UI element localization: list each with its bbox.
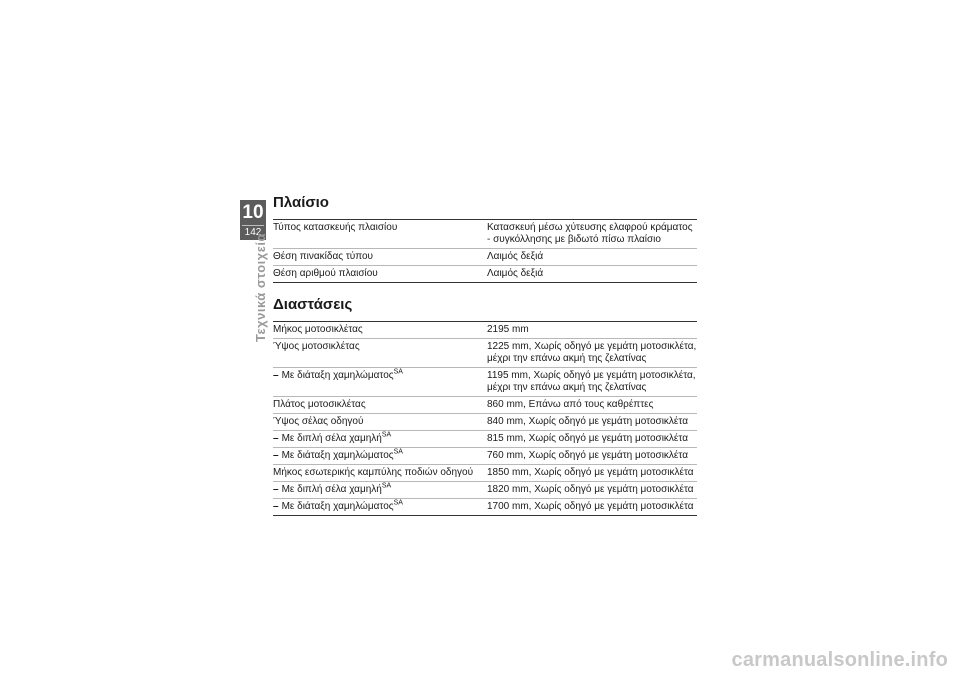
table-row (273, 414, 697, 431)
spec-label-cell (273, 220, 487, 249)
spec-label-cell (273, 431, 487, 448)
spec-label: Ύψος σέλας οδηγού (273, 416, 364, 427)
chapter-number: 10 (242, 202, 264, 223)
spec-label: Με διάταξη χαμηλώματος (281, 450, 394, 461)
spec-value: Κατασκευή μέσω χύτευσης ελαφρού κράματος - συγκόλλησης με βιδωτό πίσω πλαίσιο (487, 222, 693, 245)
sub-item-dash: – (273, 501, 279, 512)
table-row (273, 368, 697, 397)
table-row (273, 322, 697, 339)
table-row (273, 431, 697, 448)
dimensions-spec-table (273, 321, 697, 516)
special-equipment-marker: SA (381, 431, 392, 439)
table-row (273, 339, 697, 368)
table-row (273, 266, 697, 283)
table-row (273, 482, 697, 499)
watermark: carmanualsonline.info (731, 649, 948, 671)
spec-value: 1850 mm, Χωρίς οδηγό με γεμάτη μοτοσικλέτα (487, 467, 694, 478)
spec-value: 760 mm, Χωρίς οδηγό με γεμάτη μοτοσικλέτα (487, 450, 688, 461)
spec-value: 1700 mm, Χωρίς οδηγό με γεμάτη μοτοσικλέτα (487, 501, 694, 512)
spec-label: Με διάταξη χαμηλώματος (281, 501, 394, 512)
spec-label-cell (273, 368, 487, 397)
sub-item-dash: – (273, 484, 279, 495)
spec-value: 860 mm, Επάνω από τους καθρέπτες (487, 399, 654, 410)
special-equipment-marker: SA (381, 482, 392, 490)
spec-label: Με διάταξη χαμηλώματος (281, 370, 394, 381)
sub-item-dash: – (273, 450, 279, 461)
special-equipment-marker: SA (393, 448, 403, 456)
spec-value: Λαιμός δεξιά (487, 251, 544, 262)
spec-label: Τύπος κατασκευής πλαισίου (273, 222, 398, 233)
spec-value: 1820 mm, Χωρίς οδηγό με γεμάτη μοτοσικλέτα (487, 484, 694, 495)
spec-value: 840 mm, Χωρίς οδηγό με γεμάτη μοτοσικλέτα (487, 416, 688, 427)
sub-item-dash: – (273, 370, 279, 381)
spec-label-cell (273, 249, 487, 266)
spec-value: 815 mm, Χωρίς οδηγό με γεμάτη μοτοσικλέτα (487, 433, 688, 444)
section-title-dimensions: Διαστάσεις (273, 296, 353, 313)
table-row (273, 220, 697, 249)
table-row (273, 397, 697, 414)
spec-label: Μήκος εσωτερικής καμπύλης ποδιών οδηγού (273, 467, 474, 478)
spec-label-cell (273, 397, 487, 414)
table-row (273, 465, 697, 482)
sub-item-dash: – (273, 433, 279, 444)
spec-label-cell (273, 448, 487, 465)
spec-value: 1225 mm, Χωρίς οδηγό με γεμάτη μοτοσικλέτα, μέχρι την επάνω ακμή της ζελατίνας (487, 341, 697, 364)
spec-label-cell (273, 339, 487, 368)
spec-label-cell (273, 482, 487, 499)
spec-label-cell (273, 465, 487, 482)
spec-label: Ύψος μοτοσικλέτας (273, 341, 360, 352)
page-number: 142 (242, 225, 264, 239)
spec-label: Με διπλή σέλα χαμηλή (281, 433, 382, 444)
spec-label-cell (273, 414, 487, 431)
page-content (273, 193, 697, 516)
spec-value: 2195 mm (487, 324, 529, 335)
spec-label-cell (273, 266, 487, 283)
special-equipment-marker: SA (393, 499, 403, 507)
spec-label: Πλάτος μοτοσικλέτας (273, 399, 366, 410)
chapter-side-title: Τεχνικά στοιχεία (253, 232, 268, 342)
table-row (273, 499, 697, 516)
spec-label: Μήκος μοτοσικλέτας (273, 324, 363, 335)
table-row (273, 249, 697, 266)
spec-label-cell (273, 322, 487, 339)
frame-spec-table (273, 219, 697, 283)
section-title-frame: Πλαίσιο (273, 194, 329, 211)
table-row (273, 448, 697, 465)
spec-label: Με διπλή σέλα χαμηλή (281, 484, 382, 495)
spec-value: Λαιμός δεξιά (487, 268, 544, 279)
special-equipment-marker: SA (393, 368, 403, 376)
spec-value: 1195 mm, Χωρίς οδηγό με γεμάτη μοτοσικλέτα, μέχρι την επάνω ακμή της ζελατίνας (487, 370, 696, 393)
spec-label: Θέση αριθμού πλαισίου (273, 268, 378, 279)
spec-label: Θέση πινακίδας τύπου (273, 251, 374, 262)
spec-label-cell (273, 499, 487, 516)
